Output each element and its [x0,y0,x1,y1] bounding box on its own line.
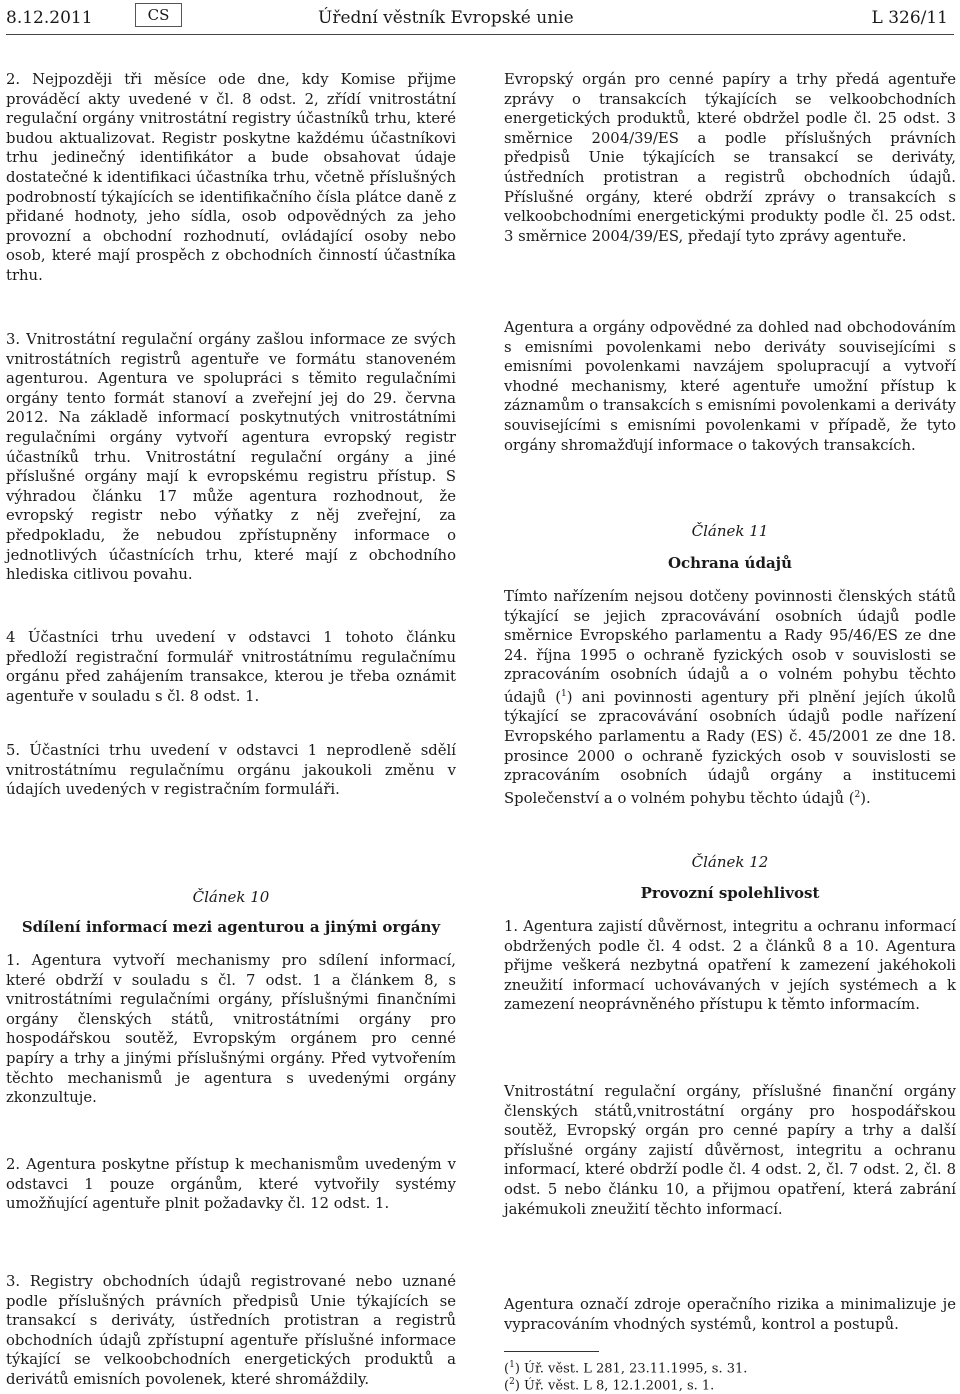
article-11-paragraph [504,587,956,808]
paragraph-5: 5. Účastníci trhu uvedení v odstavci 1 neprodleně sdělí vnitrostátnímu regulačnímu orgánu jakoukoli změnu v údajích uvedených v registračním formuláři. [6,742,456,799]
header-date: 8.12.2011 [6,8,93,28]
paragraph-4: 4 Účastníci trhu uvedení v odstavci 1 tohoto článku předloží registrační formulář vnitrostátnímu regulačnímu orgánu před zahájením transakce, kterou je třeba oznámit agentuře v souladu s čl. 8 odst. 1. [6,629,456,705]
article-10-paragraph-2: 2. Agentura poskytne přístup k mechanismům uvedeným v odstavci 1 pouze orgánům, které vytvořily systémy umožňující agentuře plnit požadavky čl. 12 odst. 1. [6,1156,456,1213]
article-12-paragraph-2: Vnitrostátní regulační orgány, příslušné finanční orgány členských států,vnitrostátní orgány pro hospodářskou soutěž, Evropský orgán pro cenné papíry a trhy a další příslušné orgány zajistí důvěrnost, integritu a ochranu informací, které obdrží podle čl. 4 odst. 2, čl. 7 odst. 2, čl. 8 odst. 5 nebo článku 10, a přijmou opatření, která zabrání jakémukoli zneužití těchto informací. [504,1083,956,1218]
article-10-paragraph-1: 1. Agentura vytvoří mechanismy pro sdílení informací, které obdrží v souladu s čl. 7 odst. 1 a článkem 8, s vnitrostátními regulačními orgány, příslušnými finančními orgány členských států, vnitrostátními orgány pro hospodářskou soutěž, Evropským orgánem pro cenné papíry a trhy a jinými příslušnými orgány. Před vytvořením těchto mechanismů je agentura s uvedenými orgány zkonzultuje. [6,952,456,1107]
footnote-1-text: Úř. věst. L 281, 23.11.1995, s. 31. [524,1361,748,1377]
emission-paragraph: Agentura a orgány odpovědné za dohled nad obchodováním s emisními povolenkami nebo deriváty souvisejícími s emisními povolenkami navzájem spolupracují a vytvoří vhodné mechanismy, které agentuře umožní přístup k záznamům o transakcích s emisními povolenkami a deriváty souvisejícími s emisními povolenkami v případě, že tyto orgány shromažďují informace o takových transakcích. [504,319,956,454]
article-10-paragraph-3: 3. Registry obchodních údajů registrované nebo uznané podle příslušných právních předpisů Unie týkajících se transakcí s deriváty, ústředních protistran a registrů obchodních údajů zpřístupní agentuře příslušné informace týkající se velkoobchodních energetických produktů a derivátů emisních povolenek, které shromáždily. [6,1273,456,1388]
article-12-paragraph-1: 1. Agentura zajistí důvěrnost, integritu a ochranu informací obdržených podle čl. 4 odst. 2 a článků 8 a 10. Agentura přijme veškerá nezbytná opatření k zamezení jakéhokoli zneužití informací uchovávaných v jejích systémech a k zamezení neoprávněného přístupu k těmto informacím. [504,918,956,1014]
header-divider [6,34,954,35]
page-number: L 326/11 [871,8,948,28]
paragraph-2: 2. Nejpozději tři měsíce ode dne, kdy Komise přijme prováděcí akty uvedené v čl. 8 odst. 2, zřídí vnitrostátní regulační orgány vnitrostátní registry účastníků trhu, které budou aktualizovat. Registr poskytne každému účastníkovi trhu jedinečný identifikátor a bude obsahovat údaje dostatečné k identifikaci účastníka trhu, včetně příslušných podrobností týkajících se identifikačního čísla plátce daně z přidané hodnoty, jeho sídla, osob odpovědných za jeho provozní a obchodní rozhodnutí, ovládající osoby nebo osob, které mají prospěch z obchodních činností účastníka trhu. [6,71,456,284]
page-header [0,0,960,36]
article-12-label: Článek 12 [691,853,769,871]
article-11-heading: Ochrana údajů [667,554,793,572]
footnote-2-number: 2 [509,1377,515,1387]
footnote-2-text: Úř. věst. L 8, 12.1.2001, s. 1. [524,1378,715,1394]
journal-title: Úřední věstník Evropské unie [318,8,574,28]
language-badge: CS [135,3,182,27]
footnote-1: ($^1$) Úř. věst. L 281, 23.11.1995, s. 31. [504,1360,748,1377]
article-11-label: Článek 11 [691,522,769,540]
footnote-1-ref[interactable]: 1 [561,688,567,699]
article-11-text-end: ). [860,789,871,807]
paragraph-3: 3. Vnitrostátní regulační orgány zašlou informace ze svých vnitrostátních registrů agentuře ve formátu stanoveném agenturou. Agentura ve spolupráci s těmito regulačními orgány tento formát stanoví a zveřejní jej do 29. června 2012. Na základě informací poskytnutých vnitrostátními regulačními orgány vytvoří agentura evropský registr účastníků trhu. Vnitrostátní regulační orgány a jiné příslušné orgány mají k evropskému registru přístup. S výhradou článku 17 může agentura rozhodnout, že evropský registr nebo výňatky z něj zveřejní, za předpokladu, že nebudou zpřístupněny informace o jednotlivých účastnících trhu, které mají z obchodního hlediska citlivou povahu. [6,331,456,584]
article-12-heading: Provozní spolehlivost [640,884,820,902]
footnote-2-ref[interactable]: 2 [854,789,861,800]
article-10-label: Článek 10 [192,888,270,906]
footnote-1-number: 1 [509,1360,515,1370]
article-11-text-1: Tímto nařízením nejsou dotčeny povinnosti členských států týkající se jejich zpracovávání osobních údajů podle směrnice Evropského parlamentu a Rady 95/46/ES ze dne 24. října 1995 o ochraně fyzických osob v souvislosti se zpracováním osobních údajů a o volném pohybu těchto údajů ( [504,588,956,706]
article-12-paragraph-3: Agentura označí zdroje operačního rizika a minimalizuje je vypracováním vhodných systémů, kontrol a postupů. [504,1296,956,1333]
esma-paragraph: Evropský orgán pro cenné papíry a trhy předá agentuře zprávy o transakcích týkajících se velkoobchodních energetických produktů, které obdržel podle čl. 25 odst. 3 směrnice 2004/39/ES a podle příslušných právních předpisů Unie týkajících se transakcí se deriváty, ústředních protistran a registrů obchodních údajů. Příslušné orgány, které obdrží zprávy o transakcích s velkoobchodními energetickými produkty podle čl. 25 odst. 3 směrnice 2004/39/ES, předají tyto zprávy agentuře. [504,71,956,245]
footnote-divider [504,1351,599,1352]
article-11-text-2: ) ani povinnosti agentury při plnění jejích úkolů týkající se zpracovávání osobních údajů podle nařízení Evropského parlamentu a Rady (ES) č. 45/2001 ze dne 18. prosince 2000 o ochraně fyzických osob v souvislosti se zpracováním osobních údajů orgány a institucemi Společenství a o volném pohybu těchto údajů ( [504,688,957,807]
footnote-2: ($^2$) Úř. věst. L 8, 12.1.2001, s. 1. [504,1377,715,1394]
article-10-heading: Sdílení informací mezi agenturou a jinými orgány [21,918,441,936]
